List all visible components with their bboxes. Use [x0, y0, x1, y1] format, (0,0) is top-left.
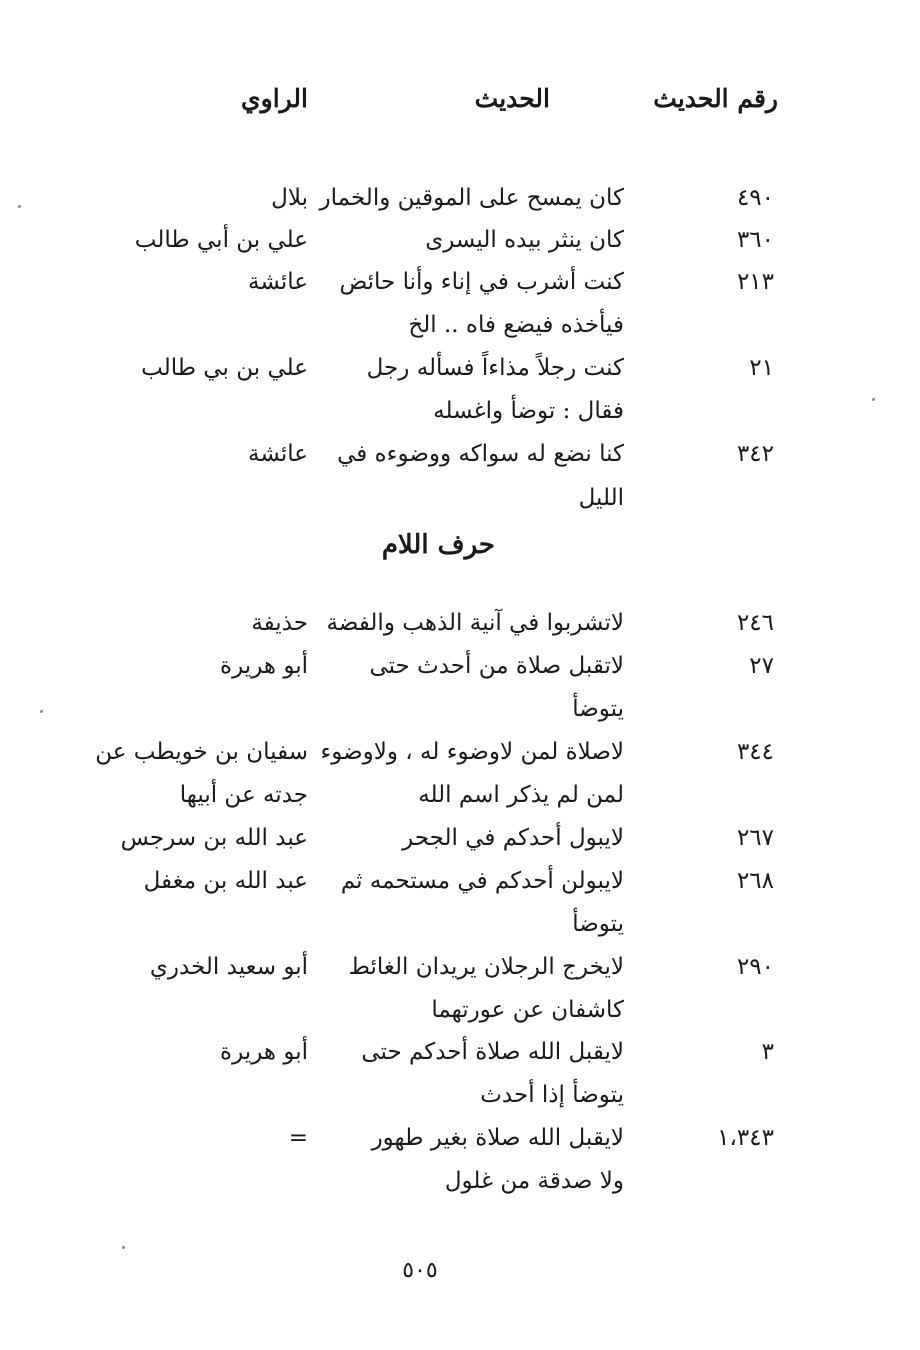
- entry-number: ٢٦٨: [736, 868, 774, 894]
- header-hadith-number: رقم الحديث: [653, 84, 778, 113]
- entry-text-line: كان ينثر بيده اليسرى: [425, 227, 624, 253]
- entry-number: ٣٦٠: [736, 227, 774, 253]
- entry-text-line: لاصلاة لمن لاوضوء له ، ولاوضوء: [320, 739, 624, 765]
- entry-text-line: لمن لم يذكر اسم الله: [418, 782, 624, 808]
- entry-narrator: أبو هريرة: [220, 1039, 308, 1065]
- entry-text-line: ولا صدقة من غلول: [444, 1168, 624, 1194]
- entry-number: ٣٤٢: [736, 441, 774, 467]
- entry-narrator: حذيفة: [251, 610, 308, 636]
- scan-speck: [872, 398, 875, 401]
- entry-number: ٢٩٠: [736, 954, 774, 980]
- entry-narrator: =: [288, 1125, 308, 1151]
- entry-text-line: فيأخذه فيضع فاه .. الخ: [408, 312, 624, 338]
- entry-narrator: علي بن بي طالب: [141, 355, 308, 381]
- entry-narrator: أبو هريرة: [220, 653, 308, 679]
- entry-number: ٢١٣: [736, 269, 774, 295]
- scan-speck: [122, 1246, 125, 1249]
- entry-narrator: أبو سعيد الخدري: [149, 954, 308, 980]
- entry-text-line: يتوضأ: [572, 696, 624, 722]
- entry-text-line: يتوضأ: [572, 911, 624, 937]
- entry-text-line: لاتقبل صلاة من أحدث حتى: [369, 653, 624, 679]
- entry-text-line: كاشفان عن عورتهما: [431, 997, 624, 1023]
- entry-narrator: عبد الله بن مغفل: [143, 868, 308, 894]
- entry-text-line: الليل: [578, 485, 624, 511]
- entry-narrator: جدته عن أبيها: [179, 782, 308, 808]
- entry-text-line: كنا نضع له سواكه ووضوءه في: [337, 441, 624, 467]
- entry-text-line: لايخرج الرجلان يريدان الغائط: [348, 954, 624, 980]
- entry-text-line: لايبولن أحدكم في مستحمه ثم: [340, 868, 624, 894]
- entry-text-line: لايقبل الله صلاة أحدكم حتى: [361, 1039, 624, 1065]
- entry-narrator: علي بن أبي طالب: [134, 227, 308, 253]
- entry-text-line: فقال : توضأ واغسله: [433, 398, 624, 424]
- scan-speck: [40, 710, 43, 713]
- entry-text-line: لايقبل الله صلاة بغير طهور: [371, 1125, 624, 1151]
- section-title: حرف اللام: [381, 530, 495, 560]
- entry-narrator: عائشة: [248, 441, 308, 467]
- entry-number: ٢٤٦: [736, 610, 774, 636]
- entry-narrator: عائشة: [248, 269, 308, 295]
- entry-number: ٣٤٤: [736, 739, 774, 765]
- entry-number: ٢٦٧: [736, 825, 774, 851]
- entry-text-line: لايبول أحدكم في الجحر: [402, 825, 624, 851]
- scan-speck: [18, 205, 21, 208]
- page-number: ٥٠٥: [402, 1258, 438, 1283]
- entry-narrator: سفيان بن خويطب عن: [95, 739, 308, 765]
- entry-narrator: عبد الله بن سرجس: [120, 825, 308, 851]
- entry-number: ٣: [761, 1039, 774, 1065]
- entry-number: ٢٧: [749, 653, 774, 679]
- entry-text-line: كان يمسح على الموقين والخمار: [319, 185, 624, 211]
- entry-text-line: كنت رجلاً مذاءاً فسأله رجل: [366, 355, 624, 381]
- entry-text-line: كنت أشرب في إناء وأنا حائض: [339, 269, 624, 295]
- entry-text-line: لاتشربوا في آنية الذهب والفضة: [326, 610, 624, 636]
- entry-text-line: يتوضأ إذا أحدث: [480, 1082, 624, 1108]
- header-hadith: الحديث: [474, 84, 550, 113]
- entry-narrator: بلال: [271, 185, 308, 211]
- entry-number: ١،٣٤٣: [717, 1125, 774, 1151]
- entry-number: ٤٩٠: [736, 185, 774, 211]
- entry-number: ٢١: [749, 355, 774, 381]
- header-narrator: الراوي: [241, 84, 308, 113]
